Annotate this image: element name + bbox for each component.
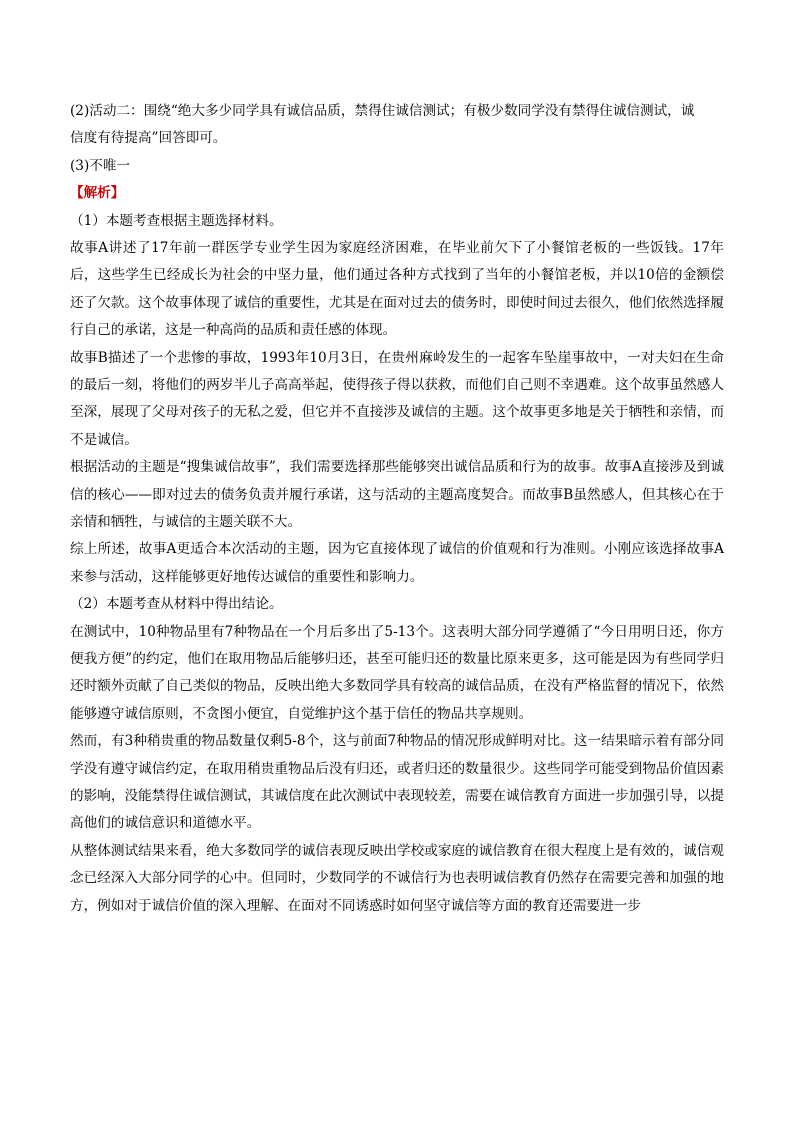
answer-activity2-line1: (2)活动二：围绕“绝大多少同学具有诚信品质，禁得住诚信测试；有极少数同学没有禁得住诚信测试，诚 [70,103,695,119]
story-b-paragraph: 故事B描述了一个悲惨的事故，1993年10月3日，在贵州麻岭发生的一起客车坠崖事故中，一对夫妇在生命的最后一刻，将他们的两岁半儿子高高举起，使得孩子得以获救，而他们自己则不幸遇难。这个故事虽然感人至深，展现了父母对孩子的无私之爱，但它并不直接涉及诚信的主题。这个故事更多地是关于牺牲和亲情，而不是诚信。 [70,349,724,448]
theme-paragraph: 根据活动的主题是“搜集诚信故事”，我们需要选择那些能够突出诚信品质和行为的故事。故事A直接涉及到诚信的核心——即对过去的债务负责并履行承诺，这与活动的主题高度契合。而故事B虽然感人，但其核心在于亲情和牺牲，与诚信的主题关联不大。 [70,459,724,531]
story-a-paragraph: 故事A讲述了17年前一群医学专业学生因为家庭经济困难，在毕业前欠下了小餐馆老板的一些饭钱。17年后，这些学生已经成长为社会的中坚力量，他们通过各种方式找到了当年的小餐馆老板，并以10倍的金额偿还了欠款。这个故事体现了诚信的重要性，尤其是在面对过去的债务时，即使时间过去很久，他们依然选择履行自己的承诺，这是一种高尚的品质和责任感的体现。 [70,239,724,339]
analysis-heading: 【解析】 [70,185,125,202]
q2-intro: （2）本题考查从材料中得出结论。 [70,596,283,613]
answer-activity2-line2: 信度有待提高”回答即可。 [70,130,227,147]
answer-q3: (3)不唯一 [70,157,131,174]
document-page [70,98,724,920]
overall-paragraph: 从整体测试结果来看，绝大多数同学的诚信表现反映出学校或家庭的诚信教育在很大程度上是有效的，诚信观念已经深入大部分同学的心中。但同时，少数同学的不诚信行为也表明诚信教育仍然存在需要完善和加强的地方，例如对于诚信价值的深入理解、在面对不同诱惑时如何坚守诚信等方面的教育还需要进一步 [70,842,724,914]
summary-paragraph: 综上所述，故事A更适合本次活动的主题，因为它直接体现了诚信的价值观和行为准则。小刚应该选择故事A来参与活动，这样能够更好地传达诚信的重要性和影响力。 [70,541,724,585]
test-result-paragraph: 在测试中，10种物品里有7种物品在一个月后多出了5-13个。这表明大部分同学遵循了“今日用明日还，你方便我方便”的约定，他们在取用物品后能够归还，甚至可能归还的数量比原来更多，这可能是因为有些同学归还时额外贡献了自己类似的物品，反映出绝大多数同学具有较高的诚信品质，在没有严格监督的情况下，依然能够遵守诚信原则，不贪图小便宜，自觉维护这个基于信任的物品共享规则。 [70,623,724,722]
q1-intro: （1）本题考查根据主题选择材料。 [70,212,283,229]
however-paragraph: 然而，有3种稍贵重的物品数量仅剩5-8个，这与前面7种物品的情况形成鲜明对比。这一结果暗示着有部分同学没有遵守诚信约定，在取用稍贵重物品后没有归还，或者归还的数量很少。这些同学可能受到物品价值因素的影响，没能禁得住诚信测试，其诚信度在此次测试中表现较差，需要在诚信教育方面进一步加强引导，以提高他们的诚信意识和道德水平。 [70,733,724,832]
